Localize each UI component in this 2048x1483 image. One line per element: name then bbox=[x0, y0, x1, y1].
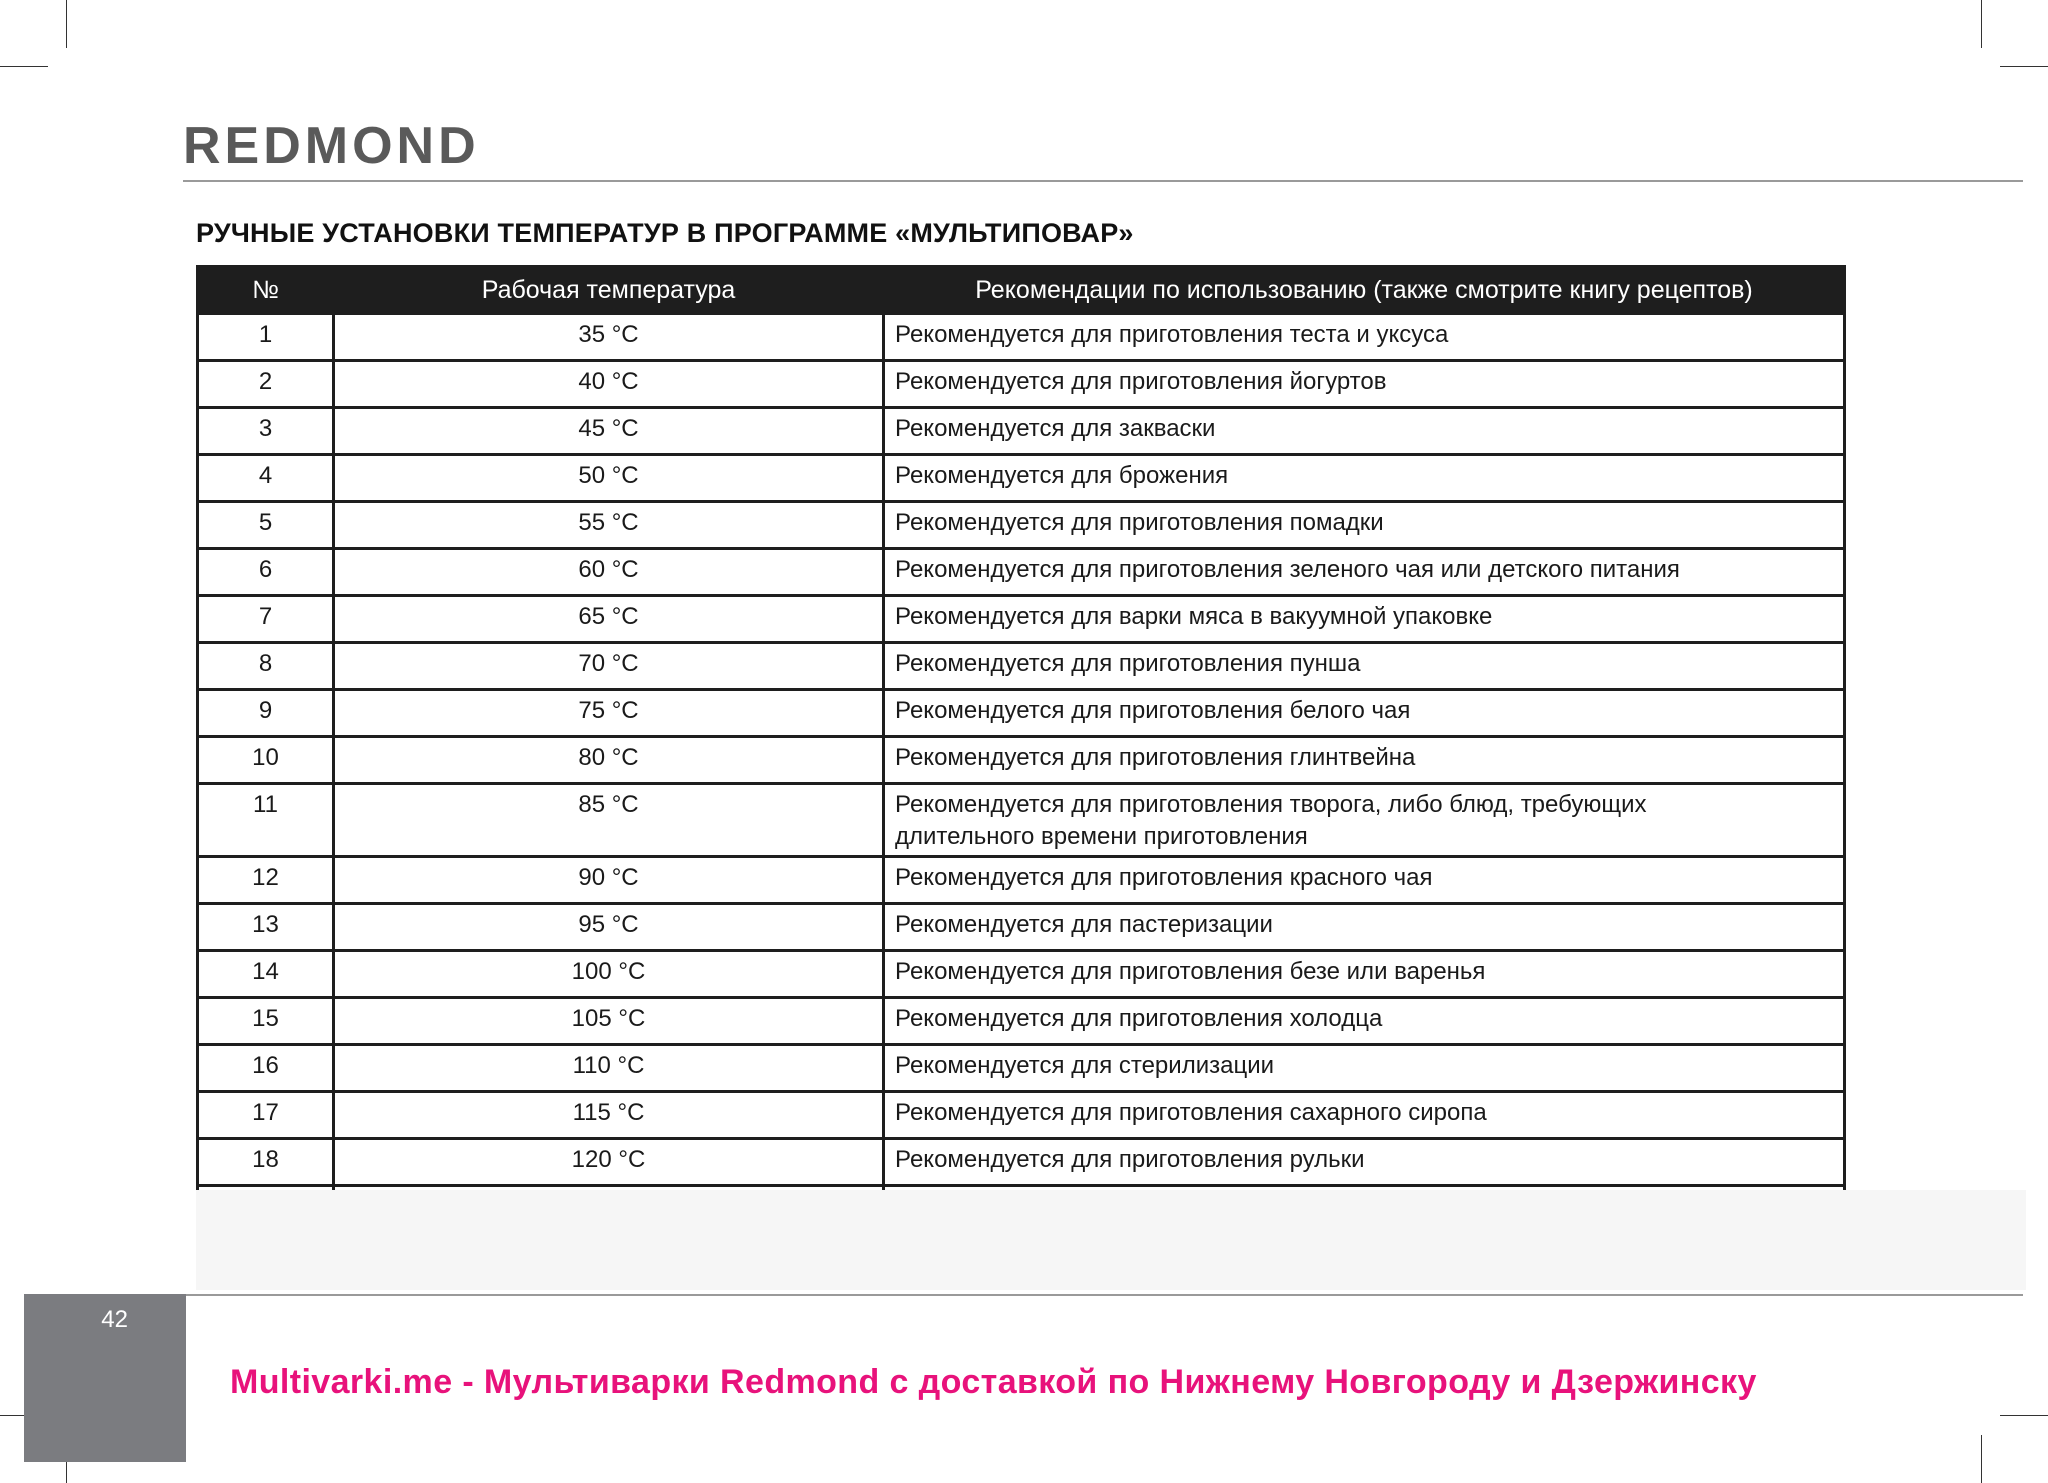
row-temperature: 65 °С bbox=[334, 596, 884, 643]
row-number: 8 bbox=[198, 643, 334, 690]
temperature-table bbox=[196, 265, 1846, 1234]
row-number: 6 bbox=[198, 549, 334, 596]
row-recommendation: Рекомендуется для приготовления холодца bbox=[884, 998, 1845, 1045]
row-recommendation: Рекомендуется для приготовления зеленого чая или детского питания bbox=[884, 549, 1845, 596]
table-row bbox=[198, 998, 1845, 1045]
row-number: 1 bbox=[198, 314, 334, 361]
row-number: 13 bbox=[198, 904, 334, 951]
crop-mark bbox=[1981, 0, 1982, 48]
table-row bbox=[198, 455, 1845, 502]
table-row bbox=[198, 1045, 1845, 1092]
row-temperature: 35 °С bbox=[334, 314, 884, 361]
row-number: 11 bbox=[198, 784, 334, 857]
crop-mark bbox=[1981, 1435, 1982, 1483]
row-temperature: 85 °С bbox=[334, 784, 884, 857]
row-number: 18 bbox=[198, 1139, 334, 1186]
row-recommendation: Рекомендуется для закваски bbox=[884, 408, 1845, 455]
row-temperature: 70 °С bbox=[334, 643, 884, 690]
crop-mark bbox=[2000, 66, 2048, 67]
table-row bbox=[198, 643, 1845, 690]
row-temperature: 80 °С bbox=[334, 737, 884, 784]
row-number: 3 bbox=[198, 408, 334, 455]
table-row bbox=[198, 857, 1845, 904]
row-temperature: 105 °С bbox=[334, 998, 884, 1045]
row-recommendation: Рекомендуется для приготовления белого чая bbox=[884, 690, 1845, 737]
row-temperature: 95 °С bbox=[334, 904, 884, 951]
table-row bbox=[198, 737, 1845, 784]
row-recommendation: Рекомендуется для приготовления йогуртов bbox=[884, 361, 1845, 408]
row-temperature: 50 °С bbox=[334, 455, 884, 502]
page-number: 42 bbox=[101, 1306, 128, 1333]
row-number: 9 bbox=[198, 690, 334, 737]
row-number: 7 bbox=[198, 596, 334, 643]
row-temperature: 40 °С bbox=[334, 361, 884, 408]
page-title: РУЧНЫЕ УСТАНОВКИ ТЕМПЕРАТУР В ПРОГРАММЕ «МУЛЬТИПОВАР» bbox=[196, 218, 1134, 248]
row-number: 4 bbox=[198, 455, 334, 502]
row-number: 15 bbox=[198, 998, 334, 1045]
table-row bbox=[198, 502, 1845, 549]
table-row bbox=[198, 784, 1845, 857]
row-temperature: 115 °С bbox=[334, 1092, 884, 1139]
row-recommendation: Рекомендуется для варки мяса в вакуумной упаковке bbox=[884, 596, 1845, 643]
row-temperature: 100 °С bbox=[334, 951, 884, 998]
row-recommendation: Рекомендуется для брожения bbox=[884, 455, 1845, 502]
row-recommendation: Рекомендуется для стерилизации bbox=[884, 1045, 1845, 1092]
row-temperature: 90 °С bbox=[334, 857, 884, 904]
footer-divider bbox=[183, 1294, 2023, 1296]
crop-mark bbox=[66, 0, 67, 48]
row-temperature: 60 °С bbox=[334, 549, 884, 596]
row-recommendation bbox=[884, 784, 1845, 857]
table-row bbox=[198, 1092, 1845, 1139]
row-number: 2 bbox=[198, 361, 334, 408]
row-temperature: 45 °С bbox=[334, 408, 884, 455]
row-recommendation: Рекомендуется для пастеризации bbox=[884, 904, 1845, 951]
table-row bbox=[198, 549, 1845, 596]
column-header-recommendation: Рекомендации по использованию (также смотрите книгу рецептов) bbox=[884, 267, 1845, 314]
table-row bbox=[198, 951, 1845, 998]
row-number: 14 bbox=[198, 951, 334, 998]
table-row bbox=[198, 690, 1845, 737]
crop-mark bbox=[0, 66, 48, 67]
table-row bbox=[198, 596, 1845, 643]
row-recommendation: Рекомендуется для приготовления красного чая bbox=[884, 857, 1845, 904]
table-header-row bbox=[198, 267, 1845, 314]
row-temperature: 75 °С bbox=[334, 690, 884, 737]
row-recommendation: Рекомендуется для приготовления теста и уксуса bbox=[884, 314, 1845, 361]
row-recommendation: Рекомендуется для приготовления глинтвейна bbox=[884, 737, 1845, 784]
row-temperature: 55 °С bbox=[334, 502, 884, 549]
header-divider bbox=[183, 180, 2023, 182]
column-header-temperature: Рабочая температура bbox=[334, 267, 884, 314]
row-number: 16 bbox=[198, 1045, 334, 1092]
row-recommendation: Рекомендуется для приготовления рульки bbox=[884, 1139, 1845, 1186]
table-row bbox=[198, 361, 1845, 408]
footer-banner: Multivarki.me - Мультиварки Redmond с доставкой по Нижнему Новгороду и Дзержинску bbox=[230, 1363, 1757, 1401]
table-row bbox=[198, 408, 1845, 455]
row-temperature: 120 °С bbox=[334, 1139, 884, 1186]
row-recommendation: Рекомендуется для приготовления безе или варенья bbox=[884, 951, 1845, 998]
row-recommendation: Рекомендуется для приготовления помадки bbox=[884, 502, 1845, 549]
table-row bbox=[198, 314, 1845, 361]
row-recommendation-line: Рекомендуется для приготовления творога, либо блюд, требующих bbox=[895, 791, 1647, 818]
table-row bbox=[198, 1139, 1845, 1186]
row-temperature: 110 °С bbox=[334, 1045, 884, 1092]
row-recommendation: Рекомендуется для приготовления сахарного сиропа bbox=[884, 1092, 1845, 1139]
table-row bbox=[198, 904, 1845, 951]
row-number: 10 bbox=[198, 737, 334, 784]
row-number: 17 bbox=[198, 1092, 334, 1139]
column-header-num: № bbox=[198, 267, 334, 314]
crop-mark bbox=[2000, 1415, 2048, 1416]
row-number: 5 bbox=[198, 502, 334, 549]
row-recommendation: Рекомендуется для приготовления пунша bbox=[884, 643, 1845, 690]
row-recommendation-line: длительного времени приготовления bbox=[895, 823, 1308, 850]
redmond-logo: REDMOND bbox=[183, 117, 480, 175]
page-bottom-shade bbox=[196, 1190, 2026, 1290]
row-number: 12 bbox=[198, 857, 334, 904]
